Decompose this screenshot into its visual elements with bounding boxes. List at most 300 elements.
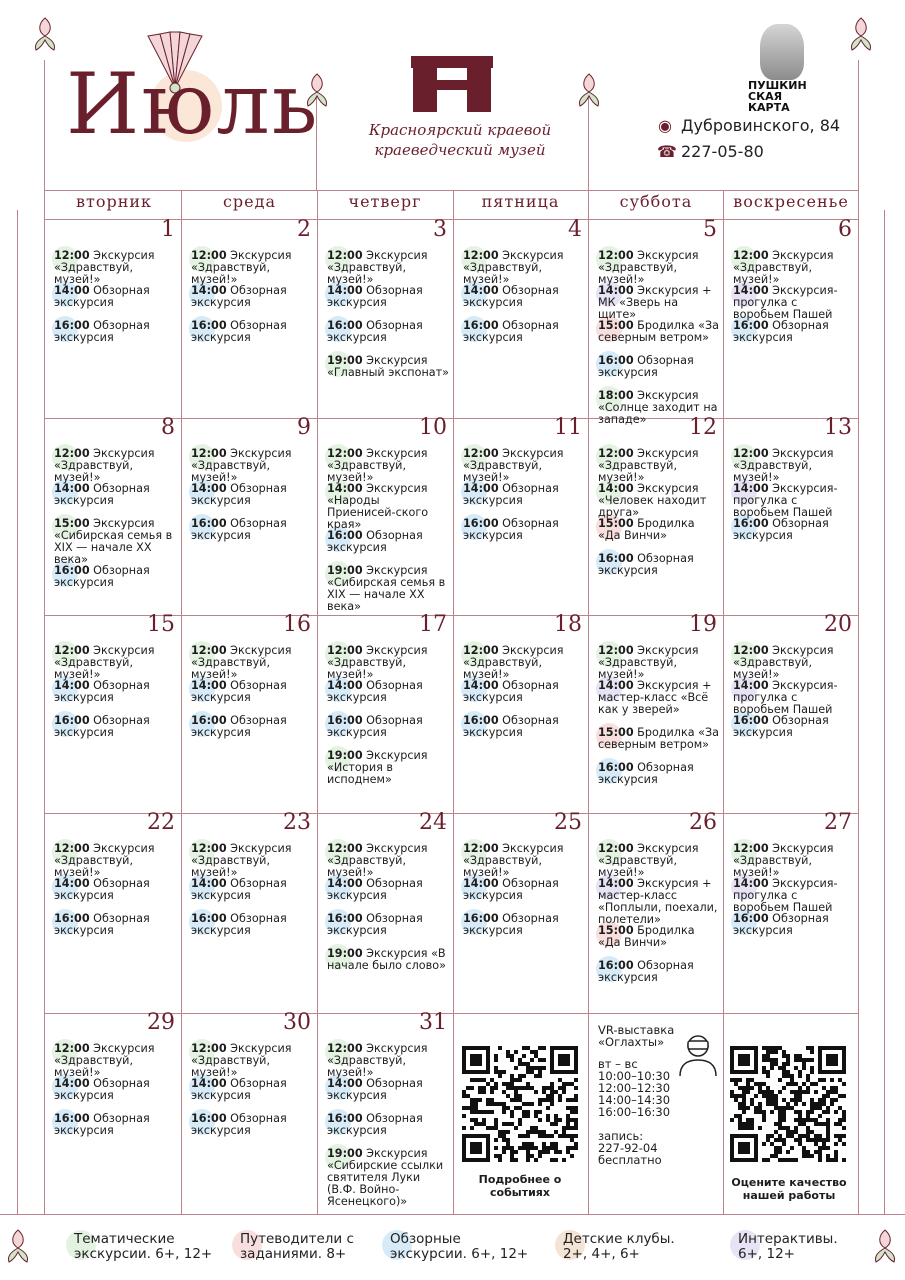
- event-title: Экскурсия «Народы Приенисей-ского края»: [327, 482, 429, 531]
- event-item[interactable]: [54, 1043, 177, 1079]
- weekday-label: вторник: [75, 192, 153, 211]
- day-number: 18: [554, 612, 582, 637]
- event-item[interactable]: [463, 715, 584, 739]
- event-title: Обзорная экскурсия: [733, 319, 829, 344]
- event-time: 12:00: [191, 842, 227, 855]
- event-item[interactable]: [598, 250, 719, 286]
- event-title: Экскурсия «Сибирская семья в XIX — начале XX века»: [327, 564, 446, 613]
- event-item[interactable]: [54, 878, 177, 902]
- event-item[interactable]: [733, 680, 854, 716]
- day-cell: [723, 612, 858, 813]
- vr-free: бесплатно: [598, 1153, 662, 1167]
- event-title: Обзорная экскурсия: [191, 1112, 287, 1137]
- legend-item-overview: [390, 1232, 528, 1262]
- event-time: 16:00: [463, 714, 499, 727]
- event-item[interactable]: [191, 1043, 313, 1079]
- day-number: 20: [824, 612, 852, 637]
- event-item[interactable]: [598, 645, 719, 681]
- event-title: Бродилка «За северным ветром»: [598, 726, 720, 751]
- day-cell: [44, 217, 181, 418]
- event-item[interactable]: [327, 355, 449, 379]
- event-item[interactable]: [463, 448, 584, 484]
- event-time: 14:00: [598, 482, 634, 495]
- event-title: Экскурсия «Здравствуй, музей!»: [733, 249, 834, 286]
- event-time: 14:00: [463, 877, 499, 890]
- event-title: Обзорная экскурсия: [463, 284, 559, 309]
- event-time: 12:00: [463, 842, 499, 855]
- event-item[interactable]: [54, 1078, 177, 1102]
- event-item[interactable]: [463, 518, 584, 542]
- frame-top-line: [44, 190, 858, 191]
- event-item[interactable]: [191, 320, 313, 344]
- weekday-label: воскресенье: [733, 192, 849, 211]
- pushkin-card-line1: ПУШКИН: [748, 79, 807, 92]
- event-title: Экскурсия «Здравствуй, музей!»: [598, 447, 699, 484]
- vr-title: VR-выставка «Оглахты»: [598, 1023, 675, 1049]
- event-item[interactable]: [733, 645, 854, 681]
- event-time: 12:00: [463, 644, 499, 657]
- phone-icon: ☎: [657, 142, 677, 161]
- event-item[interactable]: [327, 1043, 449, 1079]
- phone[interactable]: [657, 142, 764, 161]
- event-title: Обзорная экскурсия: [327, 319, 423, 344]
- event-item[interactable]: [327, 285, 449, 309]
- day-cell: [181, 415, 317, 615]
- day-number: 10: [419, 415, 447, 440]
- event-title: Экскурсия «Человек находит друга»: [598, 482, 707, 519]
- event-time: 14:00: [191, 1077, 227, 1090]
- legend-line1: Путеводители с: [240, 1231, 354, 1247]
- pushkin-portrait: [760, 24, 804, 80]
- weekday-label: среда: [222, 192, 277, 211]
- event-time: 19:00: [327, 947, 363, 960]
- day-number: 3: [433, 217, 447, 242]
- event-item[interactable]: [54, 285, 177, 309]
- event-item[interactable]: [54, 250, 177, 286]
- event-time: 14:00: [327, 284, 363, 297]
- event-title: Экскурсия «Здравствуй, музей!»: [191, 249, 292, 286]
- event-title: Обзорная экскурсия: [191, 517, 287, 542]
- legend-item-interactive: [738, 1232, 838, 1262]
- event-time: 16:00: [598, 552, 634, 565]
- event-title: Экскурсия + мастер-класс «Всё как у зверей»: [598, 679, 712, 716]
- event-item[interactable]: [191, 1078, 313, 1102]
- event-title: Экскурсия «Здравствуй, музей!»: [598, 644, 699, 681]
- event-item[interactable]: [463, 320, 584, 344]
- day-number: 11: [554, 415, 582, 440]
- day-cell: [44, 810, 181, 1013]
- event-time: 14:00: [191, 679, 227, 692]
- day-cell: [453, 612, 588, 813]
- event-item[interactable]: [733, 913, 854, 937]
- event-title: Обзорная экскурсия: [327, 679, 423, 704]
- event-title: Экскурсия «Здравствуй, музей!»: [733, 644, 834, 681]
- event-time: 12:00: [54, 842, 90, 855]
- legend-line1: Интерактивы.: [738, 1231, 838, 1247]
- event-time: 16:00: [191, 1112, 227, 1125]
- event-item[interactable]: [327, 1078, 449, 1102]
- event-time: 12:00: [733, 249, 769, 262]
- event-item[interactable]: [463, 878, 584, 902]
- event-item[interactable]: [598, 843, 719, 879]
- event-title: Обзорная экскурсия: [191, 877, 287, 902]
- day-number: 22: [147, 810, 175, 835]
- day-number: 9: [297, 415, 311, 440]
- event-item[interactable]: [598, 483, 719, 519]
- event-title: Экскурсия «Сибирская семья в XIX — начале XX века»: [54, 517, 173, 566]
- day-number: 25: [554, 810, 582, 835]
- event-time: 12:00: [463, 249, 499, 262]
- day-cell: [588, 810, 723, 1013]
- event-title: Экскурсия «Здравствуй, музей!»: [598, 249, 699, 286]
- event-item[interactable]: [327, 530, 449, 554]
- event-item[interactable]: [191, 483, 313, 507]
- event-time: 15:00: [598, 726, 634, 739]
- event-item[interactable]: [191, 250, 313, 286]
- event-title: Обзорная экскурсия: [327, 912, 423, 937]
- vr-session: 16:00–16:30: [598, 1105, 671, 1119]
- event-time: 19:00: [327, 354, 363, 367]
- day-number: 19: [689, 612, 717, 637]
- event-item[interactable]: [191, 715, 313, 739]
- event-time: 15:00: [598, 517, 634, 530]
- location-pin-icon: ◉: [658, 116, 672, 135]
- event-item[interactable]: [191, 878, 313, 902]
- day-cell: [181, 217, 317, 418]
- weekday-header: [46, 192, 858, 220]
- day-number: 8: [161, 415, 175, 440]
- event-title: Экскурсия «Здравствуй, музей!»: [54, 1042, 155, 1079]
- month-title: Июль: [66, 55, 320, 153]
- flower-ornament-icon: [870, 1226, 900, 1268]
- event-item[interactable]: [327, 878, 449, 902]
- event-title: Обзорная экскурсия: [463, 912, 559, 937]
- event-time: 16:00: [733, 912, 769, 925]
- event-title: Обзорная экскурсия: [598, 959, 694, 984]
- event-title: Экскурсия «Здравствуй, музей!»: [463, 842, 564, 879]
- event-title: Обзорная экскурсия: [191, 1077, 287, 1102]
- frame-left-vine: [17, 210, 18, 1214]
- event-title: Обзорная экскурсия: [463, 517, 559, 542]
- event-time: 14:00: [733, 482, 769, 495]
- event-item[interactable]: [327, 1113, 449, 1137]
- event-item[interactable]: [598, 727, 719, 751]
- event-title: Экскурсия «В начале было слово»: [327, 947, 446, 972]
- event-item[interactable]: [463, 483, 584, 507]
- event-time: 14:00: [191, 482, 227, 495]
- event-item[interactable]: [733, 448, 854, 484]
- event-item[interactable]: [733, 320, 854, 344]
- event-item[interactable]: [733, 285, 854, 321]
- event-item[interactable]: [327, 483, 449, 531]
- event-time: 12:00: [733, 447, 769, 460]
- day-cell: [44, 612, 181, 813]
- day-number: 31: [419, 1010, 447, 1035]
- day-number: 13: [824, 415, 852, 440]
- event-time: 12:00: [463, 447, 499, 460]
- event-title: Экскурсия «Здравствуй, музей!»: [598, 842, 699, 879]
- event-time: 16:00: [191, 912, 227, 925]
- event-item[interactable]: [598, 762, 719, 786]
- event-item[interactable]: [327, 448, 449, 484]
- day-number: 6: [838, 217, 852, 242]
- event-item[interactable]: [463, 285, 584, 309]
- event-item[interactable]: [54, 483, 177, 507]
- day-cell: [181, 612, 317, 813]
- event-title: Экскурсия-прогулка с воробьем Пашей: [733, 482, 838, 519]
- event-title: Экскурсия-прогулка с воробьем Пашей: [733, 284, 838, 321]
- event-time: 12:00: [54, 249, 90, 262]
- event-item[interactable]: [733, 878, 854, 914]
- museum-name: [340, 120, 580, 160]
- event-title: Экскурсия «Здравствуй, музей!»: [54, 644, 155, 681]
- event-time: 12:00: [733, 644, 769, 657]
- day-cell: [588, 217, 723, 426]
- event-item[interactable]: [54, 448, 177, 484]
- event-time: 14:00: [327, 482, 363, 495]
- day-cell: [317, 415, 453, 615]
- event-item[interactable]: [54, 565, 177, 589]
- qr-code-events[interactable]: [462, 1046, 578, 1162]
- event-title: Обзорная экскурсия: [327, 714, 423, 739]
- event-time: 16:00: [463, 912, 499, 925]
- day-cell: [181, 1010, 317, 1212]
- event-item[interactable]: [327, 843, 449, 879]
- event-time: 14:00: [54, 284, 90, 297]
- vr-session: 14:00–14:30: [598, 1093, 671, 1107]
- event-item[interactable]: [463, 645, 584, 681]
- museum-name-line1: Красноярский краевой: [368, 121, 552, 139]
- event-item[interactable]: [463, 250, 584, 286]
- event-time: 12:00: [54, 644, 90, 657]
- event-time: 16:00: [327, 529, 363, 542]
- event-time: 16:00: [54, 564, 90, 577]
- event-title: Обзорная экскурсия: [54, 482, 150, 507]
- vr-exhibition-info: [598, 1024, 678, 1166]
- event-title: Обзорная экскурсия: [733, 517, 829, 542]
- event-time: 12:00: [598, 644, 634, 657]
- event-item[interactable]: [191, 285, 313, 309]
- event-time: 16:00: [463, 319, 499, 332]
- event-time: 16:00: [598, 959, 634, 972]
- event-item[interactable]: [191, 448, 313, 484]
- event-title: Экскурсия «Здравствуй, музей!»: [463, 644, 564, 681]
- event-item[interactable]: [327, 715, 449, 739]
- event-item[interactable]: [191, 518, 313, 542]
- event-item[interactable]: [733, 518, 854, 542]
- event-title: Экскурсия + мастер-класс «Поплыли, поехали, полетели»: [598, 877, 718, 926]
- event-title: Экскурсия «Здравствуй, музей!»: [54, 447, 155, 484]
- day-number: 17: [419, 612, 447, 637]
- legend-line2: 2+, 4+, 6+: [563, 1246, 640, 1262]
- flower-ornament-icon: [30, 14, 60, 56]
- event-title: Обзорная экскурсия: [598, 761, 694, 786]
- day-number: 15: [147, 612, 175, 637]
- event-item[interactable]: [327, 913, 449, 937]
- pushkin-card-line2: СКАЯ: [748, 90, 783, 103]
- legend-line1: Обзорные: [390, 1231, 461, 1247]
- event-item[interactable]: [191, 680, 313, 704]
- event-item[interactable]: [54, 320, 177, 344]
- day-number: 24: [419, 810, 447, 835]
- event-title: Обзорная экскурсия: [54, 564, 150, 589]
- day-cell: [317, 1010, 453, 1212]
- event-time: 12:00: [327, 249, 363, 262]
- flower-ornament-icon: [3, 1226, 33, 1268]
- event-time: 16:00: [598, 761, 634, 774]
- address: [657, 116, 840, 135]
- day-number: 12: [689, 415, 717, 440]
- event-title: Экскурсия «Солнце заходит на западе»: [598, 389, 718, 426]
- day-cell: [317, 810, 453, 1013]
- frame-right-vine: [884, 210, 885, 1214]
- event-item[interactable]: [463, 913, 584, 937]
- event-time: 12:00: [327, 644, 363, 657]
- address-text: Дубровинского, 84: [681, 116, 841, 135]
- event-item[interactable]: [327, 320, 449, 344]
- event-item[interactable]: [327, 680, 449, 704]
- event-title: Экскурсия «Здравствуй, музей!»: [191, 447, 292, 484]
- frame-header-vine-left: [44, 60, 45, 190]
- event-title: Обзорная экскурсия: [327, 1112, 423, 1137]
- event-title: Обзорная экскурсия: [191, 912, 287, 937]
- event-item[interactable]: [598, 553, 719, 577]
- event-item[interactable]: [733, 483, 854, 519]
- event-time: 16:00: [54, 714, 90, 727]
- event-time: 12:00: [598, 447, 634, 460]
- event-title: Экскурсия «Здравствуй, музей!»: [327, 644, 428, 681]
- event-title: Обзорная экскурсия: [54, 1112, 150, 1137]
- event-item[interactable]: [191, 645, 313, 681]
- event-time: 14:00: [54, 1077, 90, 1090]
- event-title: Экскурсия «Здравствуй, музей!»: [54, 249, 155, 286]
- event-title: Экскурсия «Здравствуй, музей!»: [327, 1042, 428, 1079]
- event-item[interactable]: [598, 680, 719, 716]
- event-time: 14:00: [733, 284, 769, 297]
- event-item[interactable]: [598, 925, 719, 949]
- event-item[interactable]: [327, 250, 449, 286]
- event-time: 16:00: [733, 319, 769, 332]
- vr-headset-person-icon: [676, 1032, 720, 1078]
- event-title: Обзорная экскурсия: [54, 284, 150, 309]
- museum-logo-icon: [411, 56, 493, 112]
- event-time: 15:00: [598, 319, 634, 332]
- day-cell: [317, 217, 453, 418]
- frame-header-vine-right: [858, 60, 859, 190]
- event-time: 18:00: [598, 389, 634, 402]
- event-item[interactable]: [598, 518, 719, 542]
- event-item[interactable]: [54, 913, 177, 937]
- event-time: 12:00: [191, 249, 227, 262]
- vr-session: 10:00–10:30: [598, 1069, 671, 1083]
- day-cell: [44, 1010, 181, 1212]
- event-time: 19:00: [327, 749, 363, 762]
- event-item[interactable]: [54, 715, 177, 739]
- event-title: Обзорная экскурсия: [191, 284, 287, 309]
- event-item[interactable]: [598, 355, 719, 379]
- event-title: Экскурсия «История в исподнем»: [327, 749, 428, 786]
- event-time: 15:00: [54, 517, 90, 530]
- legend-item-kids: [563, 1232, 675, 1262]
- event-item[interactable]: [54, 645, 177, 681]
- event-item[interactable]: [54, 1113, 177, 1137]
- event-time: 16:00: [327, 1112, 363, 1125]
- event-time: 14:00: [733, 679, 769, 692]
- event-title: Обзорная экскурсия: [598, 354, 694, 379]
- day-cell: [44, 415, 181, 615]
- event-item[interactable]: [598, 960, 719, 984]
- event-time: 12:00: [327, 1042, 363, 1055]
- event-title: Обзорная экскурсия: [463, 877, 559, 902]
- event-item[interactable]: [54, 843, 177, 879]
- legend-line2: экскурсии. 6+, 12+: [390, 1246, 529, 1262]
- event-title: Обзорная экскурсия: [463, 482, 559, 507]
- event-time: 16:00: [733, 714, 769, 727]
- event-time: 15:00: [598, 924, 634, 937]
- legend-item-themed: [74, 1232, 212, 1262]
- event-title: Обзорная экскурсия: [54, 1077, 150, 1102]
- event-time: 19:00: [327, 564, 363, 577]
- event-item[interactable]: [327, 750, 449, 786]
- event-item[interactable]: [463, 680, 584, 704]
- event-item[interactable]: [327, 645, 449, 681]
- event-time: 16:00: [733, 517, 769, 530]
- event-item[interactable]: [54, 518, 177, 566]
- event-item[interactable]: [598, 448, 719, 484]
- vr-signup-label: запись:: [598, 1129, 644, 1143]
- event-item[interactable]: [191, 1113, 313, 1137]
- event-time: 14:00: [733, 877, 769, 890]
- event-item[interactable]: [327, 565, 449, 613]
- weekday-label: пятница: [481, 192, 560, 211]
- event-item[interactable]: [191, 843, 313, 879]
- event-title: Экскурсия «Здравствуй, музей!»: [54, 842, 155, 879]
- museum-name-line2: краеведческий музей: [374, 141, 546, 159]
- event-item[interactable]: [327, 948, 449, 972]
- qr-code-feedback[interactable]: [730, 1046, 846, 1162]
- vr-signup-phone[interactable]: 227-92-04: [598, 1141, 658, 1155]
- legend-line2: экскурсии. 6+, 12+: [74, 1246, 213, 1262]
- event-item[interactable]: [733, 715, 854, 739]
- event-item[interactable]: [598, 320, 719, 344]
- event-time: 16:00: [191, 714, 227, 727]
- event-item[interactable]: [598, 878, 719, 926]
- event-item[interactable]: [733, 250, 854, 286]
- vr-days: вт – вс: [598, 1057, 638, 1071]
- event-time: 14:00: [54, 482, 90, 495]
- event-time: 19:00: [327, 1147, 363, 1160]
- event-title: Экскурсия «Здравствуй, музей!»: [191, 1042, 292, 1079]
- event-title: Экскурсия «Здравствуй, музей!»: [191, 644, 292, 681]
- event-time: 12:00: [54, 1042, 90, 1055]
- event-time: 14:00: [598, 284, 634, 297]
- event-item[interactable]: [463, 843, 584, 879]
- event-item[interactable]: [54, 680, 177, 704]
- event-title: Экскурсия «Здравствуй, музей!»: [463, 249, 564, 286]
- event-title: Экскурсия «Главный экспонат»: [327, 354, 449, 379]
- event-item[interactable]: [598, 285, 719, 321]
- event-time: 14:00: [327, 1077, 363, 1090]
- event-title: Обзорная экскурсия: [191, 319, 287, 344]
- event-time: 12:00: [191, 447, 227, 460]
- event-time: 12:00: [191, 1042, 227, 1055]
- event-title: Бродилка «Да Винчи»: [598, 517, 695, 542]
- day-number: 5: [703, 217, 717, 242]
- event-time: 12:00: [327, 842, 363, 855]
- event-item[interactable]: [733, 843, 854, 879]
- event-item[interactable]: [327, 1148, 449, 1208]
- event-item[interactable]: [191, 913, 313, 937]
